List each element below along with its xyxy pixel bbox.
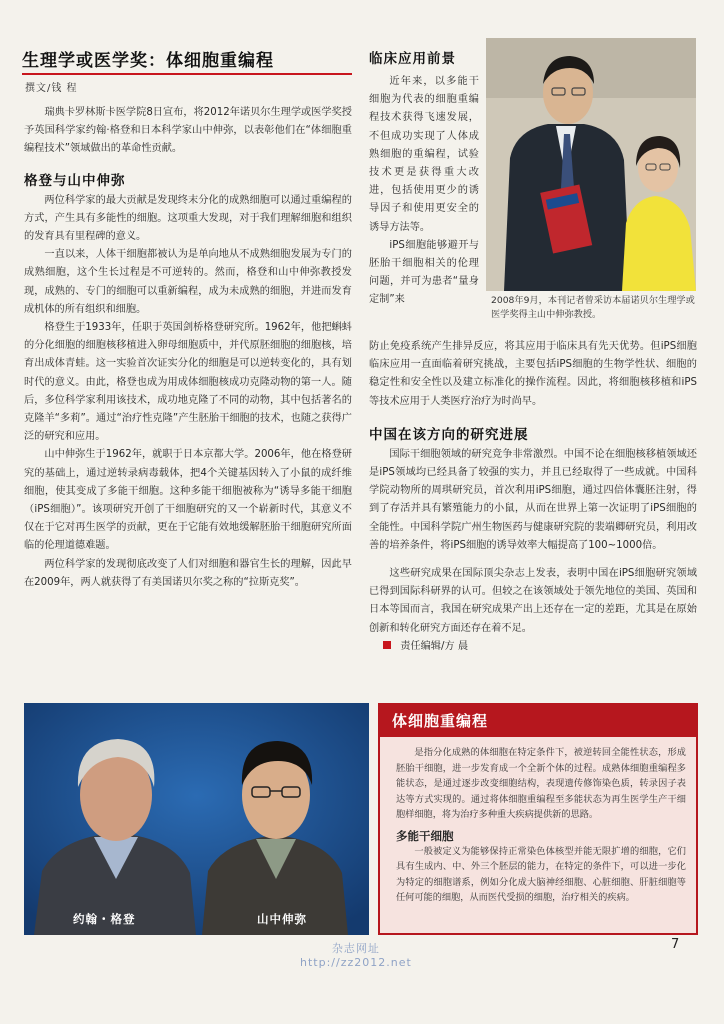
- sidebox-subtext: 一般被定义为能够保持正常染色体核型并能无限扩增的细胞，它们具有生成内、中、外三个胚层的能力，在特定的条件下，可以进一步化为特定的细胞谱系，例如分化成大脑神经细胞、心脏细胞、肝脏细胞等任何可能的细胞，从而医代受损的细胞，治疗相关的疾病。: [396, 845, 686, 903]
- article-title: 生理学或医学奖：体细胞重编程: [22, 46, 352, 75]
- body-paragraph: 防止免疫系统产生排异反应，将其应用于临床具有先天优势。但iPS细胞临床应用一直面临着研究挑战，主要包括iPS细胞的生物学性状、细胞的稳定性和安全性以及建立标准化的操作流程。因此，将细胞核移植和iPS等技术应用于人类医疗治疗为时尚早。: [369, 341, 697, 407]
- section-heading-china: 中国在该方向的研究进展: [369, 426, 529, 443]
- body-paragraph: 国际干细胞领域的研究竞争非常激烈。中国不论在细胞核移植领域还是iPS领域均已经具备了较强的实力，并且已经取得了一些成就。中国科学院动物所的周琪研究员，首次利用iPS细胞，通过四倍体囊胚注射，得到了存活并具有繁殖能力的小鼠，从而在世界上第一次证明了iPS细胞的全能性。中国科学院广州生物医药与健康研究院的裴端卿研究员，利用改善的培养条件，将iPS细胞的诱导效率大幅提高了100~1000倍。: [369, 448, 697, 551]
- body-paragraph: 山中伸弥生于1962年，就职于日本京都大学。2006年，他在格登研究的基础上，通过逆转录病毒载体，把4个关键基因转入了小鼠的成纤维细胞，使其变成了多能干细胞。这种多能干细胞被称为“诱导多能干细胞（iPS细胞）”。该项研究开创了干细胞研究的又一个崭新时代，其意义不仅在于它对再生医学的贡献，更在于它能有效地缓解胚胎干细胞研究所面临的伦理道德难题。: [24, 449, 352, 552]
- watermark: [300, 942, 412, 970]
- portrait-name-right: 山中伸弥: [257, 912, 307, 926]
- left-column: [24, 104, 352, 592]
- interview-photo: [486, 38, 696, 291]
- body-paragraph: 近年来，以多能干细胞为代表的细胞重编程技术获得飞速发展，不但成功实现了人体成熟细胞的重编程，试验技术更是获得重大改进，包括使用更少的诱导因子和使用更安全的诱导方法等。: [369, 76, 479, 233]
- body-paragraph: 一直以来，人体干细胞都被认为是单向地从不成熟细胞发展为专门的成熟细胞，这个生长过程是不可逆转的。然而，格登和山中伸弥教授发现，成熟的、专门的细胞可以重新编程，成为未成熟的细胞，并进而发育成机体的所有组织和细胞。: [24, 249, 352, 315]
- interview-photo-illustration: [486, 38, 696, 291]
- intro-paragraph: 瑞典卡罗林斯卡医学院8日宣布，将2012年诺贝尔生理学或医学奖授予英国科学家约翰·格登和日本科学家山中伸弥，以表彰他们在“体细胞重编程技术”领域做出的革命性贡献。: [24, 107, 352, 155]
- body-paragraph: 格登生于1933年，任职于英国剑桥格登研究所。1962年，他把蝌蚪的分化细胞的细胞核移植进入卵母细胞质中，并代原胚细胞的细胞核，培育出成体青蛙。这一实验首次证实分化的细胞是可以逆转变化的，具有划时代的意义。由此，格登也成为用成体细胞核成功克隆动物的第一人。随后，多位科学家利用该技术，成功地克隆了不同的动物，其中包括著名的克隆羊“多莉”。通过“治疗性克隆”产生胚胎干细胞的技术，也随之获得广泛的研究和应用。: [24, 322, 352, 443]
- section-heading-laureates: 格登与山中伸弥: [24, 172, 126, 189]
- editor-credit: 责任编辑/方 晨: [400, 640, 469, 652]
- body-paragraph: 这些研究成果在国际顶尖杂志上发表，表明中国在iPS细胞研究领域已得到国际科研界的认可。但较之在该领域处于领先地位的美国、英国和日本等国而言，我国在研究成果产出上还存在一定的差距，尤其是在原始创新和转化研究方面还存在着不足。: [369, 568, 697, 634]
- watermark-line-1: 杂志网址: [331, 942, 380, 955]
- body-paragraph: 两位科学家的最大贡献是发现终末分化的成熟细胞可以通过重编程的方式，产生具有多能性的细胞。这项重大发现，对于我们理解细胞和组织的发育具有里程碑的意义。: [24, 194, 352, 243]
- definition-sidebox: [378, 703, 698, 935]
- sidebox-definition: 是指分化成熟的体细胞在特定条件下，被逆转回全能性状态，形成胚胎干细胞，进一步发育成一个全新个体的过程。成熟体细胞重编程多能状态，是通过逐步改变细胞结构，表现遗传修饰染色质，转录因子表达等方式实现的。通过将体细胞重编程至多能状态为再生医学生产干细胞样细胞，将为治疗多种重大疾病提供新的思路。: [396, 747, 686, 820]
- sidebox-subheading: 多能干细胞: [396, 828, 454, 843]
- laureate-portraits: [24, 703, 369, 935]
- photo-caption: 2008年9月，本刊记者曾采访本届诺贝尔生理学或医学奖得主山中伸弥教授。: [491, 295, 695, 320]
- body-paragraph: 两位科学家的发现彻底改变了人们对细胞和器官生长的理解，因此早在2009年，两人就获得了有美国诺贝尔奖之称的“拉斯克奖”。: [24, 558, 352, 588]
- right-column-wide: [369, 338, 697, 656]
- byline: 撰文/钱 程: [25, 83, 78, 94]
- laureate-portraits-illustration: [24, 703, 369, 935]
- right-column-narrow: [369, 47, 479, 310]
- end-mark-icon: [383, 641, 391, 649]
- page-number: 7: [671, 937, 680, 952]
- watermark-line-2: http://zz2012.net: [300, 956, 412, 969]
- sidebox-title: 体细胞重编程: [380, 705, 696, 737]
- body-paragraph: iPS细胞能够避开与胚胎干细胞相关的伦理问题，并可为患者“量身定制”来: [369, 239, 479, 306]
- end-mark-line: [369, 638, 697, 656]
- section-heading-clinical: 临床应用前景: [369, 51, 456, 67]
- sidebox-body: [396, 745, 686, 906]
- portrait-name-left: 约翰・格登: [73, 912, 136, 926]
